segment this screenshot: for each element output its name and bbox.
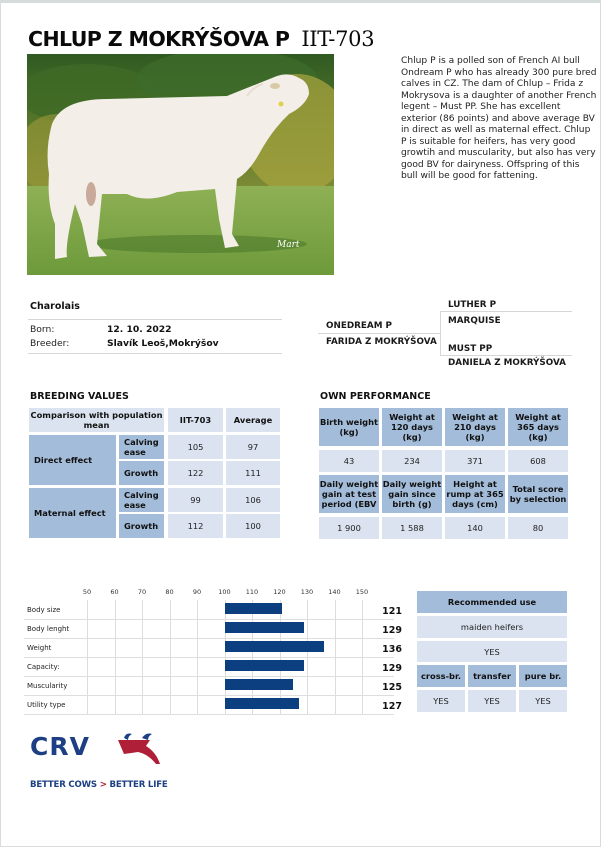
chart-category-label: Muscularity — [27, 682, 68, 690]
op-value: 234 — [382, 450, 442, 472]
chart-category-label: Capacity: — [27, 663, 60, 671]
op-value: 140 — [445, 517, 505, 539]
tagline-right: BETTER LIFE — [109, 780, 168, 790]
bv-trait: Calving ease — [119, 488, 164, 512]
op-header: Total score by selection — [508, 475, 568, 513]
chart-tick-label: 100 — [218, 588, 231, 596]
bv-value: 105 — [168, 435, 223, 459]
chart-bar — [225, 660, 305, 671]
chart-row-divider — [24, 695, 394, 696]
breed-label: Charolais — [30, 301, 80, 312]
pedigree-dam: FARIDA Z MOKRÝŠOVA — [326, 337, 437, 347]
recommended-use-value: YES — [519, 690, 567, 712]
chart-bar — [225, 698, 299, 709]
pedigree-connector — [440, 311, 441, 356]
pedigree-line — [440, 311, 572, 312]
pedigree-sire: ONEDREAM P — [326, 321, 393, 331]
chart-tick-label: 80 — [165, 588, 174, 596]
pedigree-sire-dam: MARQUISE — [448, 316, 501, 326]
breeding-values-title: BREEDING VALUES — [30, 391, 129, 402]
pedigree-sire-sire: LUTHER P — [448, 300, 497, 310]
bull-photo-illustration — [27, 54, 334, 275]
chart-bar — [225, 679, 294, 690]
op-value: 1 900 — [319, 517, 379, 539]
born-value: 12. 10. 2022 — [107, 324, 172, 335]
recommended-use-column: transfer — [468, 665, 516, 687]
chart-category-label: Body size — [27, 606, 61, 614]
photo-watermark: Mart — [277, 240, 300, 250]
chart-category-label: Weight — [27, 644, 52, 652]
chart-value-label: 136 — [382, 644, 402, 655]
chart-tick-label: 130 — [300, 588, 314, 596]
recommended-use-category: maiden heifers — [417, 616, 567, 638]
chart-row-divider — [24, 657, 394, 658]
chart-row-divider — [24, 714, 394, 715]
op-header: Height at rump at 365 days (cm) — [445, 475, 505, 513]
pedigree-dam-dam: DANIELA Z MOKRÝŠOVA — [448, 358, 566, 368]
pedigree-line — [318, 333, 440, 334]
bv-header-comparison: Comparison with population mean — [30, 410, 163, 430]
op-value: 1 588 — [382, 517, 442, 539]
recommended-use-value: YES — [417, 690, 465, 712]
chart-bar — [225, 641, 324, 652]
chart-bar — [225, 603, 283, 614]
op-header: Weight at 120 days (kg) — [382, 408, 442, 446]
op-header: Weight at 210 days (kg) — [445, 408, 505, 446]
bv-value: 99 — [168, 488, 223, 512]
breeder-label: Breeder: — [30, 338, 70, 349]
bv-average: 97 — [226, 435, 280, 459]
bull-code: IIT-703 — [301, 27, 375, 51]
chart-tick-label: 120 — [273, 588, 286, 596]
bull-name: CHLUP Z MOKRÝŠOVA P — [28, 27, 290, 51]
op-header: Birth weight (kg) — [319, 408, 379, 446]
bv-trait: Growth — [119, 461, 164, 485]
chart-row-divider — [24, 638, 394, 639]
bull-photo — [27, 54, 334, 275]
chart-tick-label: 50 — [82, 588, 92, 596]
tagline-left: BETTER COWS — [30, 780, 97, 790]
op-header: Weight at 365 days (kg) — [508, 408, 568, 446]
op-value: 43 — [319, 450, 379, 472]
logo-wordmark: CRV — [30, 732, 90, 761]
op-value: 371 — [445, 450, 505, 472]
chart-value-label: 121 — [382, 606, 402, 617]
chart-tick-label: 110 — [245, 588, 259, 596]
recommended-use-column: pure br. — [519, 665, 567, 687]
op-header: Daily weight gain since birth (g) — [382, 475, 442, 513]
op-header: Daily weight gain at test period (EBV — [319, 475, 379, 513]
bv-header-code: IIT-703 — [168, 408, 223, 432]
recommended-use-column: cross-br. — [417, 665, 465, 687]
chart-tick-label: 70 — [137, 588, 147, 596]
bv-trait: Growth — [119, 514, 164, 538]
pedigree-dam-sire: MUST PP — [448, 344, 493, 354]
bv-average: 100 — [226, 514, 280, 538]
bull-description: Chlup P is a polled son of French AI bull Ondream P who has already 300 pure bred calves in CZ. The dam of Chlup – Frida z Mokrysova is a daughter of another French legent – Must PP. She has excellent exterior (86 points) and above average BV in direct as well as maternal effect. Chlup P is suitable for heifers, has very good growtih and muscularity, but also has very good BV for dairyness. Offspring of this bull will be good for fattening. — [401, 56, 597, 181]
chart-value-label: 129 — [382, 663, 402, 674]
divider — [28, 353, 282, 354]
chart-category-label: Body lenght — [27, 625, 70, 633]
recommended-use-value: YES — [468, 690, 516, 712]
chart-category-label: Utility type — [27, 701, 66, 709]
crv-logo — [30, 732, 180, 792]
bv-average: 111 — [226, 461, 280, 485]
chart-tick-label: 90 — [192, 588, 202, 596]
divider — [28, 319, 282, 320]
op-value: 608 — [508, 450, 568, 472]
recommended-use-title: Recommended use — [417, 591, 567, 613]
bv-trait: Calving ease — [119, 435, 164, 459]
logo-tagline — [30, 780, 168, 790]
recommended-use-category-value: YES — [417, 641, 567, 662]
chart-value-label: 127 — [382, 701, 402, 712]
chart-row-divider — [24, 676, 394, 677]
breeder-value: Slavík Leoš,Mokrýšov — [107, 338, 219, 349]
chart-bar — [225, 622, 305, 633]
bv-value: 122 — [168, 461, 223, 485]
pedigree-line — [440, 355, 572, 356]
chart-value-label: 125 — [382, 682, 402, 693]
chart-tick-label: 60 — [110, 588, 119, 596]
chart-tick-label: 140 — [328, 588, 341, 596]
chart-row-divider — [24, 619, 394, 620]
chart-value-label: 129 — [382, 625, 402, 636]
bv-header-average: Average — [226, 408, 280, 432]
tagline-separator: > — [99, 780, 107, 790]
chart-tick-label: 150 — [355, 588, 369, 596]
bv-value: 112 — [168, 514, 223, 538]
exterior-bar-chart — [24, 588, 404, 718]
bv-group-direct: Direct effect — [29, 435, 116, 485]
cow-head-icon — [116, 732, 164, 766]
own-performance-title: OWN PERFORMANCE — [320, 391, 431, 402]
op-value: 80 — [508, 517, 568, 539]
bv-average: 106 — [226, 488, 280, 512]
born-label: Born: — [30, 324, 55, 335]
page-title — [28, 27, 374, 51]
bv-group-maternal: Maternal effect — [29, 488, 116, 538]
